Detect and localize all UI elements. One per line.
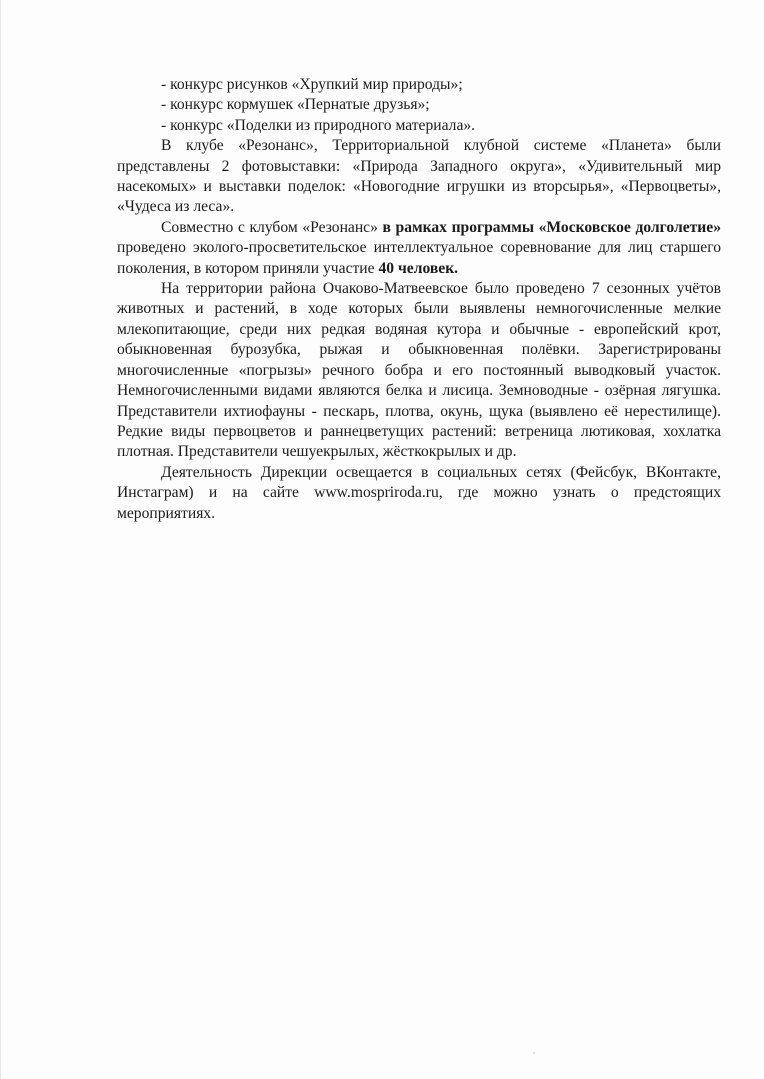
paragraph-text: Совместно с клубом «Резонанс»	[161, 218, 383, 236]
scan-speck	[533, 1052, 535, 1054]
paragraph-social-media: Деятельность Дирекции освещается в социальных сетях (Фейсбук, ВКонтакте, Инстаграм) и на сайте www.mospriroda.ru, где можно узнать о предстоящих мероприятиях.	[117, 463, 721, 522]
paragraph-resonance-exhibitions: В клубе «Резонанс», Территориальной клубной системе «Планета» были представлены 2 фотовыставки: «Природа Западного округа», «Удивительный мир насекомых» и выставки поделок: «Новогодние игрушки из вторсырья», «Первоцветы», «Чудеса из леса».	[117, 137, 721, 216]
paragraph-moscow-longevity	[117, 218, 721, 279]
program-name-bold: в рамках программы «Московское долголетие»	[382, 218, 721, 236]
document-body	[117, 75, 721, 524]
list-item: - конкурс кормушек «Пернатые друзья»;	[161, 96, 430, 114]
participants-count-bold: 40 человек.	[378, 259, 459, 277]
list-item: - конкурс «Поделки из природного материала».	[161, 116, 476, 134]
paragraph-wildlife-survey: На территории района Очаково-Матвеевское было проведено 7 сезонных учётов животных и растений, в ходе которых были выявлены немногочисленные мелкие млекопитающие, среди них редкая водяная кутора и обычные - европейский крот, обыкновенная бурозубка, рыжая и обыкновенная полёвки. Зарегистрированы многочисленные «погрызы» речного бобра и его постоянный выводковый участок. Немногочисленными видами являются белка и лисица. Земноводные - озёрная лягушка. Представители ихтиофауны - пескарь, плотва, окунь, щука (выявлено её нерестилище). Редкие виды первоцветов и раннецветущих растений: ветреница лютиковая, хохлатка плотная. Представители чешуекрылых, жёсткокрылых и др.	[117, 280, 721, 461]
paragraph-text: проведено эколого-просветительское интеллектуальное соревнование для лиц старшего поколения, в котором приняли участие	[117, 239, 721, 277]
list-item: - конкурс рисунков «Хрупкий мир природы»;	[161, 76, 463, 93]
